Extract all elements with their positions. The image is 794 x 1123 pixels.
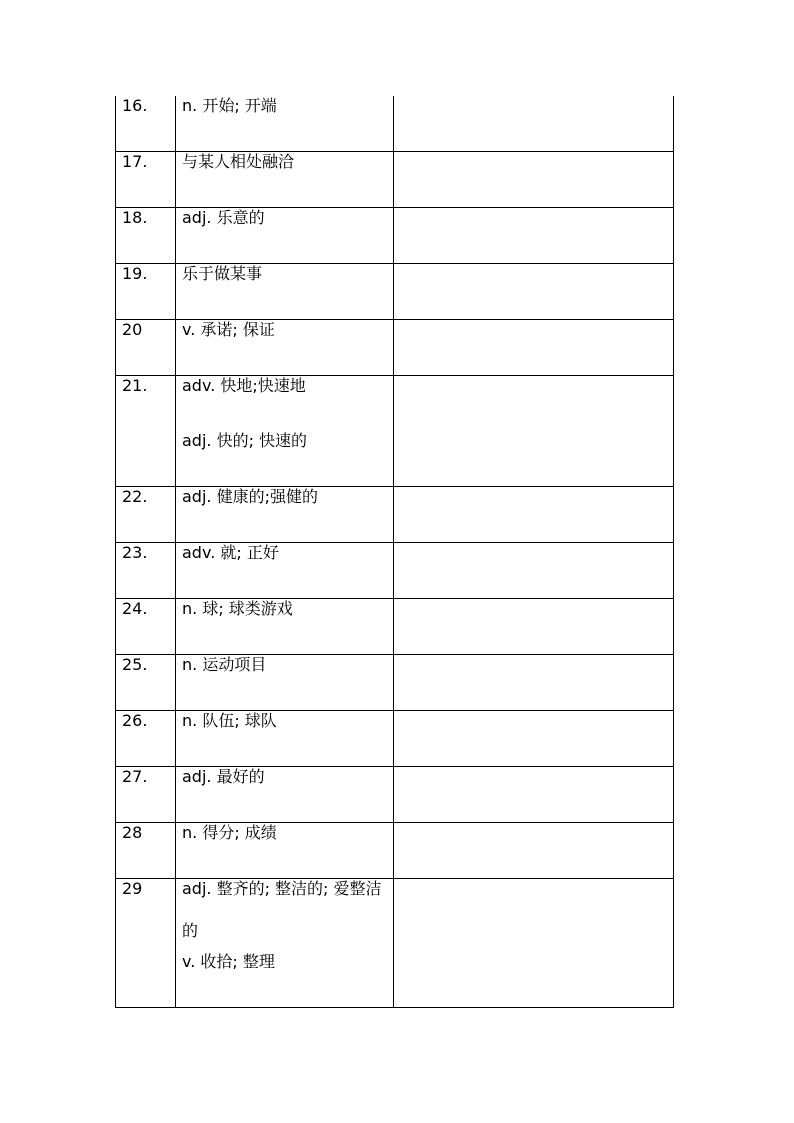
row-number: 23. <box>116 543 176 599</box>
definition-cell <box>176 96 394 152</box>
answer-cell[interactable] <box>394 376 674 487</box>
answer-cell[interactable] <box>394 711 674 767</box>
answer-cell[interactable] <box>394 599 674 655</box>
answer-cell[interactable] <box>394 655 674 711</box>
definition-text: adj. 健康的;强健的 <box>182 487 318 506</box>
definition-cell <box>176 879 394 1008</box>
answer-cell[interactable] <box>394 264 674 320</box>
table-row <box>116 208 674 264</box>
definition-cell <box>176 152 394 208</box>
definition-text: 乐于做某事 <box>182 264 263 283</box>
row-number: 16. <box>116 96 176 152</box>
table-row <box>116 96 674 152</box>
table-row <box>116 767 674 823</box>
definition-text: n. 队伍; 球队 <box>182 711 277 730</box>
definition-text: v. 承诺; 保证 <box>182 320 275 339</box>
table-row <box>116 543 674 599</box>
definition-cell <box>176 767 394 823</box>
definition-text: n. 球; 球类游戏 <box>182 599 293 618</box>
row-number: 28 <box>116 823 176 879</box>
definition-cell <box>176 376 394 487</box>
row-number: 26. <box>116 711 176 767</box>
definition-cell <box>176 599 394 655</box>
row-number: 17. <box>116 152 176 208</box>
table-row <box>116 599 674 655</box>
definition-text: n. 得分; 成绩 <box>182 823 277 842</box>
row-number: 29 <box>116 879 176 1008</box>
definition-text: adv. 就; 正好 <box>182 543 279 562</box>
row-number: 27. <box>116 767 176 823</box>
definition-cell <box>176 264 394 320</box>
definition-cell <box>176 655 394 711</box>
row-number: 25. <box>116 655 176 711</box>
definition-text: adj. 乐意的 <box>182 208 265 227</box>
table-row <box>116 655 674 711</box>
definition-cell <box>176 711 394 767</box>
row-number: 20 <box>116 320 176 376</box>
table-row <box>116 152 674 208</box>
definition-text: adv. 快地;快速地 <box>182 376 306 395</box>
row-number: 18. <box>116 208 176 264</box>
answer-cell[interactable] <box>394 487 674 543</box>
vocabulary-table <box>115 96 674 1008</box>
definition-text: adj. 整齐的; 整洁的; 爱整洁的 <box>182 879 382 940</box>
answer-cell[interactable] <box>394 879 674 1008</box>
definition-cell <box>176 208 394 264</box>
definition-text: n. 运动项目 <box>182 655 267 674</box>
definition-text: n. 开始; 开端 <box>182 96 277 115</box>
answer-cell[interactable] <box>394 543 674 599</box>
answer-cell[interactable] <box>394 823 674 879</box>
definition-cell <box>176 487 394 543</box>
table-row <box>116 879 674 1008</box>
answer-cell[interactable] <box>394 320 674 376</box>
definition-cell <box>176 543 394 599</box>
table-row <box>116 264 674 320</box>
row-number: 21. <box>116 376 176 487</box>
definition-text: 与某人相处融洽 <box>182 152 295 171</box>
answer-cell[interactable] <box>394 208 674 264</box>
row-number: 22. <box>116 487 176 543</box>
table-row <box>116 320 674 376</box>
definition-text: v. 收拾; 整理 <box>182 952 275 971</box>
row-number: 19. <box>116 264 176 320</box>
row-number: 24. <box>116 599 176 655</box>
table-row <box>116 376 674 487</box>
definition-text: adj. 最好的 <box>182 767 265 786</box>
definition-text: adj. 快的; 快速的 <box>182 431 308 450</box>
definition-cell <box>176 320 394 376</box>
answer-cell[interactable] <box>394 152 674 208</box>
table-row <box>116 711 674 767</box>
answer-cell[interactable] <box>394 767 674 823</box>
table-row <box>116 487 674 543</box>
answer-cell[interactable] <box>394 96 674 152</box>
